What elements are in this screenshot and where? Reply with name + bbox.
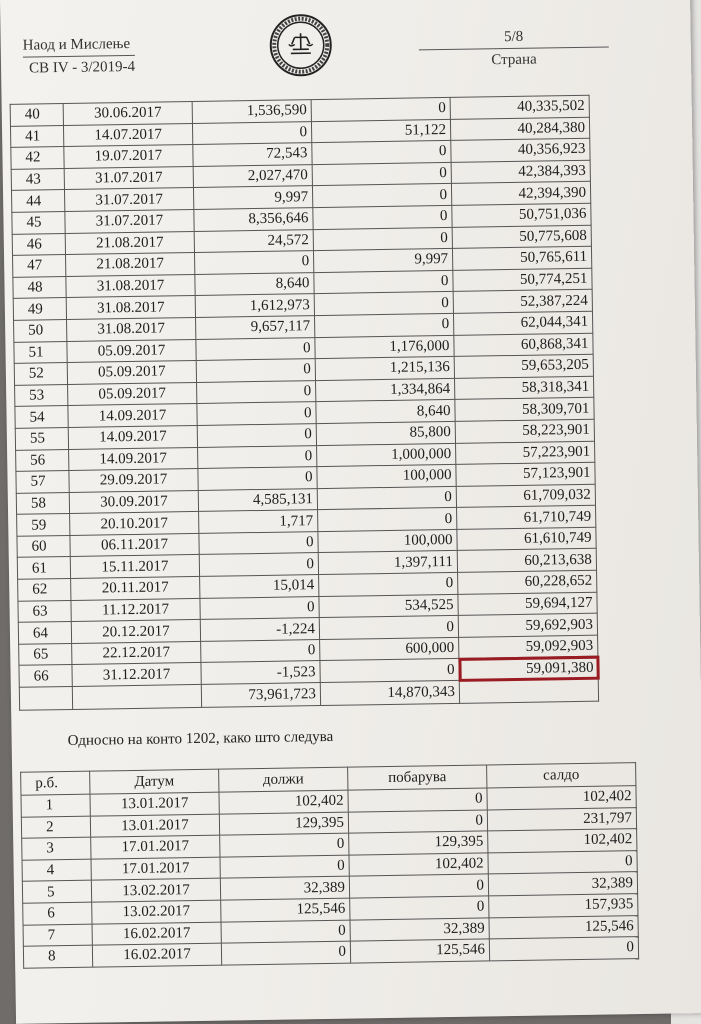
table-cell: 85,800 (316, 421, 455, 445)
table-cell: 31.07.2017 (65, 209, 194, 233)
table-cell: 2,027,470 (193, 164, 312, 187)
table-cell: 42 (11, 147, 64, 169)
total-cell: 73,961,723 (201, 683, 320, 708)
table-cell: 48 (13, 276, 66, 298)
table-cell: 13.02.2017 (91, 879, 220, 903)
table-cell: 100,000 (318, 529, 457, 553)
total-cell (459, 678, 598, 703)
table-cell: 54 (15, 406, 68, 428)
page-number: 5/8 (503, 28, 524, 46)
table-cell: 31.08.2017 (66, 274, 195, 298)
table-cell: 31.12.2017 (72, 663, 201, 687)
table-cell: 61,709,032 (456, 484, 595, 508)
table-cell: 32,389 (220, 876, 349, 900)
header-left (23, 34, 136, 80)
table-cell: 600,000 (320, 637, 459, 661)
table-cell: 14.09.2017 (68, 425, 197, 449)
table-cell: 9,997 (193, 186, 312, 209)
table-cell: 21.08.2017 (66, 253, 195, 277)
table-cell: 20.12.2017 (71, 620, 200, 644)
table-cell: 1,717 (199, 510, 318, 533)
table-cell: 231,797 (487, 807, 636, 831)
table-cell: 06.11.2017 (70, 533, 199, 557)
table-cell: 49 (13, 298, 66, 320)
table-cell: 102,402 (349, 853, 488, 877)
table-cell: 1,612,973 (195, 294, 314, 317)
table-cell: 62 (18, 579, 71, 601)
table-cell: 40 (10, 104, 63, 126)
table-cell: 0 (312, 184, 451, 208)
table-cell: 58,309,701 (455, 398, 594, 422)
total-cell (19, 686, 72, 710)
table-cell: 61 (17, 557, 70, 579)
table-cell: 58,223,901 (455, 419, 594, 443)
table-cell: 6 (23, 902, 92, 925)
table-cell: 13.02.2017 (92, 900, 221, 924)
table-cell: 1 (21, 794, 90, 817)
table-cell: 3 (22, 837, 91, 860)
table-cell: 0 (201, 639, 320, 662)
table-cell: 1,000,000 (317, 443, 456, 467)
table-cell: 0 (221, 941, 350, 965)
table-cell: 1,397,111 (318, 551, 457, 575)
table-cell: 56 (16, 449, 69, 471)
table-cell: 41 (10, 125, 63, 147)
table-cell: 30.09.2017 (69, 490, 198, 514)
table-cell: 0 (348, 788, 487, 812)
table-cell: 11.12.2017 (71, 598, 200, 622)
table-cell: 0 (198, 467, 317, 490)
notary-seal-icon (268, 13, 333, 78)
table-cell: 31.07.2017 (64, 166, 193, 190)
table-cell: 05.09.2017 (67, 339, 196, 363)
table-cell: 125,546 (350, 939, 489, 963)
table-cell: 46 (12, 233, 65, 255)
table-cell: 0 (313, 227, 452, 251)
table-cell: 8,640 (195, 272, 314, 295)
table-cell: 59 (17, 514, 70, 536)
table-cell: 32,389 (488, 872, 637, 896)
table-cell: 16.02.2017 (92, 943, 221, 967)
table-cell: 0 (196, 359, 315, 382)
table-cell: 50,751,036 (452, 203, 591, 227)
table-cell: 13.01.2017 (90, 792, 219, 816)
table-cell: 0 (220, 855, 349, 879)
table-cell: 0 (488, 850, 637, 874)
table-cell: 57 (16, 471, 69, 493)
table-cell: 0 (194, 251, 313, 274)
table-cell: -1,224 (200, 618, 319, 641)
table-cell: 15.11.2017 (70, 555, 199, 579)
table-cell: 125,546 (489, 915, 638, 939)
column-header: побарува (348, 765, 487, 790)
table-cell: 60,228,652 (458, 570, 597, 594)
table-cell: 16.02.2017 (92, 922, 221, 946)
table-cell: 42,384,393 (451, 160, 590, 184)
table-cell: 40,284,380 (450, 117, 589, 141)
table-cell: 66 (19, 665, 72, 687)
table-cell: 60,213,638 (457, 549, 596, 573)
table-cell: 1,334,864 (316, 378, 455, 402)
table-cell: 5 (22, 881, 91, 904)
table-cell: 19.07.2017 (64, 145, 193, 169)
header-right (418, 24, 609, 72)
table-cell: 65 (19, 643, 72, 665)
table-cell: 1,536,590 (192, 100, 311, 123)
table-cell: 0 (314, 313, 453, 337)
table-cell: 0 (197, 423, 316, 446)
table-cell: 0 (320, 659, 459, 683)
table-cell: 20.11.2017 (71, 576, 200, 600)
table-cell: 50,765,611 (452, 246, 591, 270)
table-cell: 31.07.2017 (64, 188, 193, 212)
total-cell (72, 684, 201, 709)
table-cell: 0 (317, 486, 456, 510)
table-cell: 0 (311, 97, 450, 121)
table-cell: 31.08.2017 (67, 317, 196, 341)
table-cell: 45 (12, 211, 65, 233)
table-cell: 44 (11, 190, 64, 212)
table-cell: 43 (11, 168, 64, 190)
table-cell: 29.09.2017 (69, 469, 198, 493)
table-cell: 51,122 (311, 119, 450, 143)
table-cell: 102,402 (488, 829, 637, 853)
section-title: Односно на конто 1202, како што следува (67, 728, 334, 750)
column-header: салдо (487, 763, 636, 788)
table-cell: 59,653,205 (454, 354, 593, 378)
table-cell: 0 (198, 445, 317, 468)
table-cell: 100,000 (317, 464, 456, 488)
table-cell: 9,657,117 (196, 316, 315, 339)
table-cell: 0 (318, 508, 457, 532)
table-cell: 17.01.2017 (91, 857, 220, 881)
table-cell: 102,402 (487, 786, 636, 810)
table-cell: 8,640 (316, 400, 455, 424)
table-cell: 0 (221, 920, 350, 944)
table-cell: 61,610,749 (457, 527, 596, 551)
table-cell: 51 (14, 341, 67, 363)
table-cell: 32,389 (350, 917, 489, 941)
table-cell: 14.07.2017 (63, 123, 192, 147)
ledger-table (10, 95, 599, 711)
table-cell: 0 (314, 270, 453, 294)
table-cell: 57,123,901 (456, 462, 595, 486)
table-cell: 64 (18, 622, 71, 644)
table-cell: 72,543 (193, 143, 312, 166)
column-header: должи (219, 767, 348, 792)
table-cell: 8,356,646 (194, 208, 313, 231)
table-cell: 42,394,390 (451, 182, 590, 206)
table-cell: -1,523 (201, 661, 320, 684)
table-cell: 0 (348, 810, 487, 834)
table-cell: 0 (197, 402, 316, 425)
table-cell: 14.09.2017 (68, 404, 197, 428)
table-cell: 0 (349, 874, 488, 898)
table-cell: 14.09.2017 (69, 447, 198, 471)
column-header: Датум (90, 769, 219, 794)
table-cell: 4 (22, 859, 91, 882)
table-cell: 52,387,224 (453, 290, 592, 314)
column-header: р.б. (21, 771, 90, 795)
table-cell: 1,176,000 (315, 335, 454, 359)
table-cell: 40,356,923 (451, 138, 590, 162)
table-cell: 0 (313, 205, 452, 229)
doc-title: Наод и Мислење (22, 35, 131, 54)
table-cell: 05.09.2017 (67, 361, 196, 385)
table-cell: 21.08.2017 (65, 231, 194, 255)
table-cell: 22.12.2017 (72, 641, 201, 665)
table-cell: 0 (199, 553, 318, 576)
table-cell: 17.01.2017 (91, 835, 220, 859)
table-cell: 52 (14, 363, 67, 385)
table-cell: 0 (319, 572, 458, 596)
table-cell: 59,694,127 (458, 592, 597, 616)
table-cell: 0 (312, 141, 451, 165)
table-cell: 7 (23, 924, 92, 947)
table-cell: 40,335,502 (450, 95, 589, 119)
table-cell: 129,395 (349, 831, 488, 855)
page-label: Страна (419, 46, 609, 72)
table-cell: 0 (350, 896, 489, 920)
table-cell: 129,395 (219, 812, 348, 836)
table-cell: 0 (314, 292, 453, 316)
table-cell: 0 (220, 833, 349, 857)
table-cell: 61,710,749 (457, 505, 596, 529)
highlighted-balance-cell: 59,091,380 (459, 657, 598, 681)
table-cell: 0 (197, 380, 316, 403)
table-cell: 13.01.2017 (90, 814, 219, 838)
table-cell: 15,014 (200, 575, 319, 598)
table-cell: 60,868,341 (454, 333, 593, 357)
table-cell: 62,044,341 (453, 311, 592, 335)
table-cell: 59,692,903 (458, 613, 597, 637)
account-1202-table (20, 762, 639, 968)
table-cell: 4,585,131 (198, 488, 317, 511)
table-cell: 63 (18, 600, 71, 622)
table-cell: 125,546 (221, 898, 350, 922)
table-cell: 58,318,341 (454, 376, 593, 400)
table-cell: 58 (16, 492, 69, 514)
table-cell: 55 (15, 427, 68, 449)
table-cell: 0 (196, 337, 315, 360)
table-cell: 20.10.2017 (70, 512, 199, 536)
table-cell: 0 (489, 937, 638, 961)
table-cell: 0 (200, 596, 319, 619)
table-cell: 0 (312, 162, 451, 186)
table-cell: 53 (15, 384, 68, 406)
table-cell: 1,215,136 (315, 357, 454, 381)
table-cell: 05.09.2017 (68, 382, 197, 406)
table-cell: 2 (21, 816, 90, 839)
table-cell: 50,775,608 (452, 225, 591, 249)
table-cell: 50,774,251 (453, 268, 592, 292)
table-cell: 0 (319, 616, 458, 640)
table-cell: 0 (199, 531, 318, 554)
table-cell: 50 (14, 319, 67, 341)
table-cell: 9,997 (313, 249, 452, 273)
table-cell: 60 (17, 535, 70, 557)
case-number: CB IV - 3/2019-4 (23, 55, 135, 80)
table-cell: 57,223,901 (456, 441, 595, 465)
table-cell: 30.06.2017 (63, 101, 192, 125)
table-cell: 0 (192, 121, 311, 144)
table-cell: 24,572 (194, 229, 313, 252)
table-cell: 31.08.2017 (66, 296, 195, 320)
table-cell: 8 (23, 945, 92, 968)
table-cell: 157,935 (489, 894, 638, 918)
table-cell: 59,092,903 (459, 635, 598, 659)
total-cell: 14,870,343 (320, 680, 459, 705)
table-cell: 47 (13, 255, 66, 277)
table-cell: 102,402 (219, 790, 348, 814)
table-cell: 534,525 (319, 594, 458, 618)
